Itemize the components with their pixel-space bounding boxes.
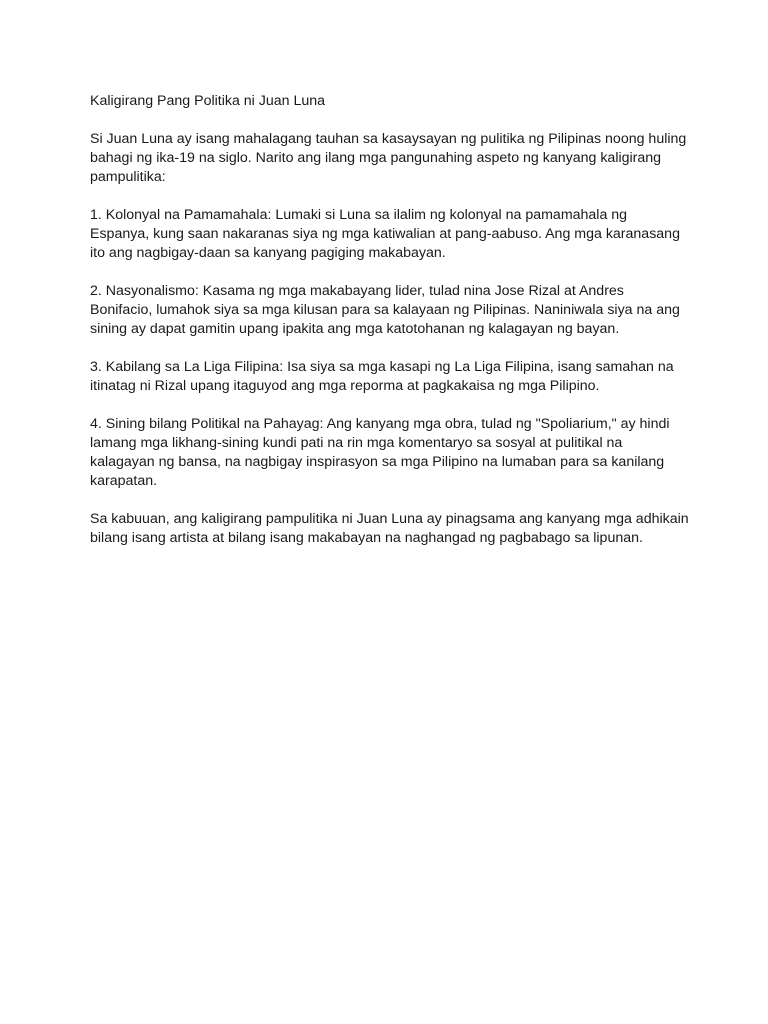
conclusion-paragraph: Sa kabuuan, ang kaligirang pampulitika ni Juan Luna ay pinagsama ang kanyang mga adhikain bilang isang artista at bilang isang makabayan na naghangad ng pagbabago sa lipunan. <box>90 511 689 546</box>
intro-paragraph: Si Juan Luna ay isang mahalagang tauhan sa kasaysayan ng pulitika ng Pilipinas noong huling bahagi ng ika-19 na siglo. Narito ang ilang mga pangunahing aspeto ng kanyang kaligirang pampulitika: <box>90 131 687 185</box>
point-4-paragraph: 4. Sining bilang Politikal na Pahayag: Ang kanyang mga obra, tulad ng "Spoliarium," ay hindi lamang mga likhang-sining kundi pati na rin mga komentaryo sa sosyal at pulitikal na kalagayan ng bansa, na nagbigay inspirasyon sa mga Pilipino na lumaban para sa kanilang karapatan. <box>90 416 670 489</box>
point-3-paragraph: 3. Kabilang sa La Liga Filipina: Isa siya sa mga kasapi ng La Liga Filipina, isang samahan na itinatag ni Rizal upang itaguyod ang mga reporma at pagkakaisa ng mga Pilipino. <box>90 359 674 394</box>
point-2-paragraph: 2. Nasyonalismo: Kasama ng mga makabayang lider, tulad nina Jose Rizal at Andres Bonifacio, lumahok siya sa mga kilusan para sa kalayaan ng Pilipinas. Naniniwala siya na ang sining ay dapat gamitin upang ipakita ang mga katotohanan ng kalagayan ng bayan. <box>90 283 680 337</box>
document-body <box>90 92 690 567</box>
point-1-paragraph: 1. Kolonyal na Pamamahala: Lumaki si Luna sa ilalim ng kolonyal na pamamahala ng Espanya, kung saan nakaranas siya ng mga katiwalian at pang-aabuso. Ang mga karanasang ito ang nagbigay-daan sa kanyang pagiging makabayan. <box>90 207 680 261</box>
document-title: Kaligirang Pang Politika ni Juan Luna <box>90 93 326 109</box>
